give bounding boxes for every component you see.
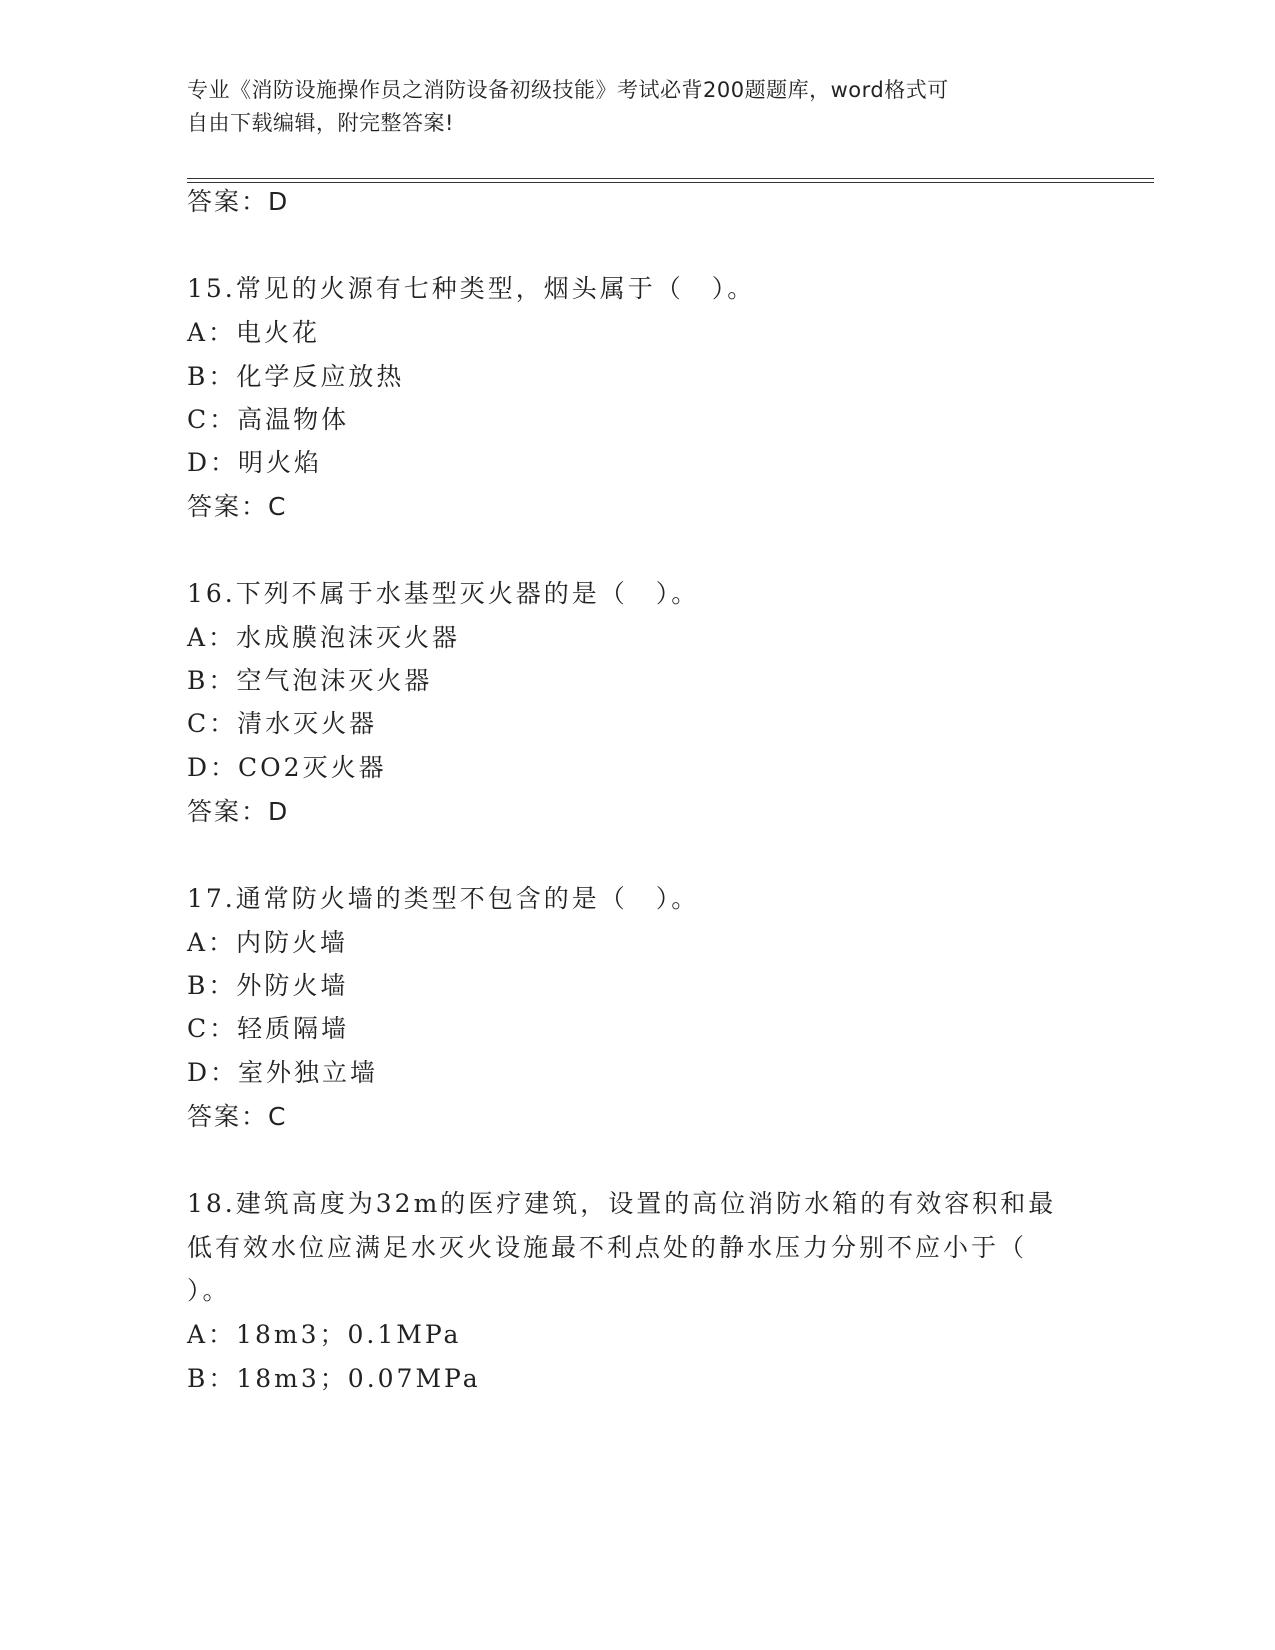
question-18-stem-line-3: ）。	[187, 1276, 231, 1305]
previous-answer: 答案：D	[187, 187, 290, 216]
question-16-answer: 答案：D	[187, 797, 290, 826]
question-15-option-c: C：高温物体	[187, 405, 350, 434]
question-17-option-c: C：轻质隔墙	[187, 1014, 350, 1043]
question-16-stem: 16.下列不属于水基型灭火器的是（ ）。	[187, 579, 700, 608]
question-15-option-a: A：电火花	[187, 318, 321, 347]
question-17-option-b: B：外防火墙	[187, 971, 349, 1000]
question-17-option-a: A：内防火墙	[187, 928, 349, 957]
question-16-option-d: D：CO2灭火器	[187, 753, 387, 782]
header-divider-top	[187, 178, 1154, 179]
question-15-option-b: B：化学反应放热	[187, 362, 405, 391]
question-15-option-d: D：明火焰	[187, 448, 323, 477]
question-16-option-c: C：清水灭火器	[187, 709, 378, 738]
question-18-stem-line-2: 低有效水位应满足水灭火设施最不利点处的静水压力分别不应小于（	[187, 1233, 1028, 1262]
header-line-1: 专业《消防设施操作员之消防设备初级技能》考试必背200题题库，word格式可	[187, 78, 949, 102]
question-18-option-a: A：18m3；0.1MPa	[187, 1320, 462, 1349]
document-header	[187, 74, 1067, 140]
question-17-stem: 17.通常防火墙的类型不包含的是（ ）。	[187, 884, 700, 913]
question-18-option-b: B：18m3；0.07MPa	[187, 1364, 481, 1393]
question-17-option-d: D：室外独立墙	[187, 1058, 379, 1087]
question-15-stem: 15.常见的火源有七种类型，烟头属于（ ）。	[187, 274, 756, 303]
question-18-stem-line-1: 18.建筑高度为32m的医疗建筑，设置的高位消防水箱的有效容积和最	[187, 1189, 1057, 1218]
question-15-answer: 答案：C	[187, 492, 288, 521]
question-16-option-b: B：空气泡沫灭火器	[187, 666, 433, 695]
header-divider-bottom	[187, 182, 1154, 183]
question-17-answer: 答案：C	[187, 1102, 288, 1131]
question-16-option-a: A：水成膜泡沫灭火器	[187, 623, 461, 652]
header-line-2: 自由下载编辑，附完整答案!	[187, 111, 454, 135]
